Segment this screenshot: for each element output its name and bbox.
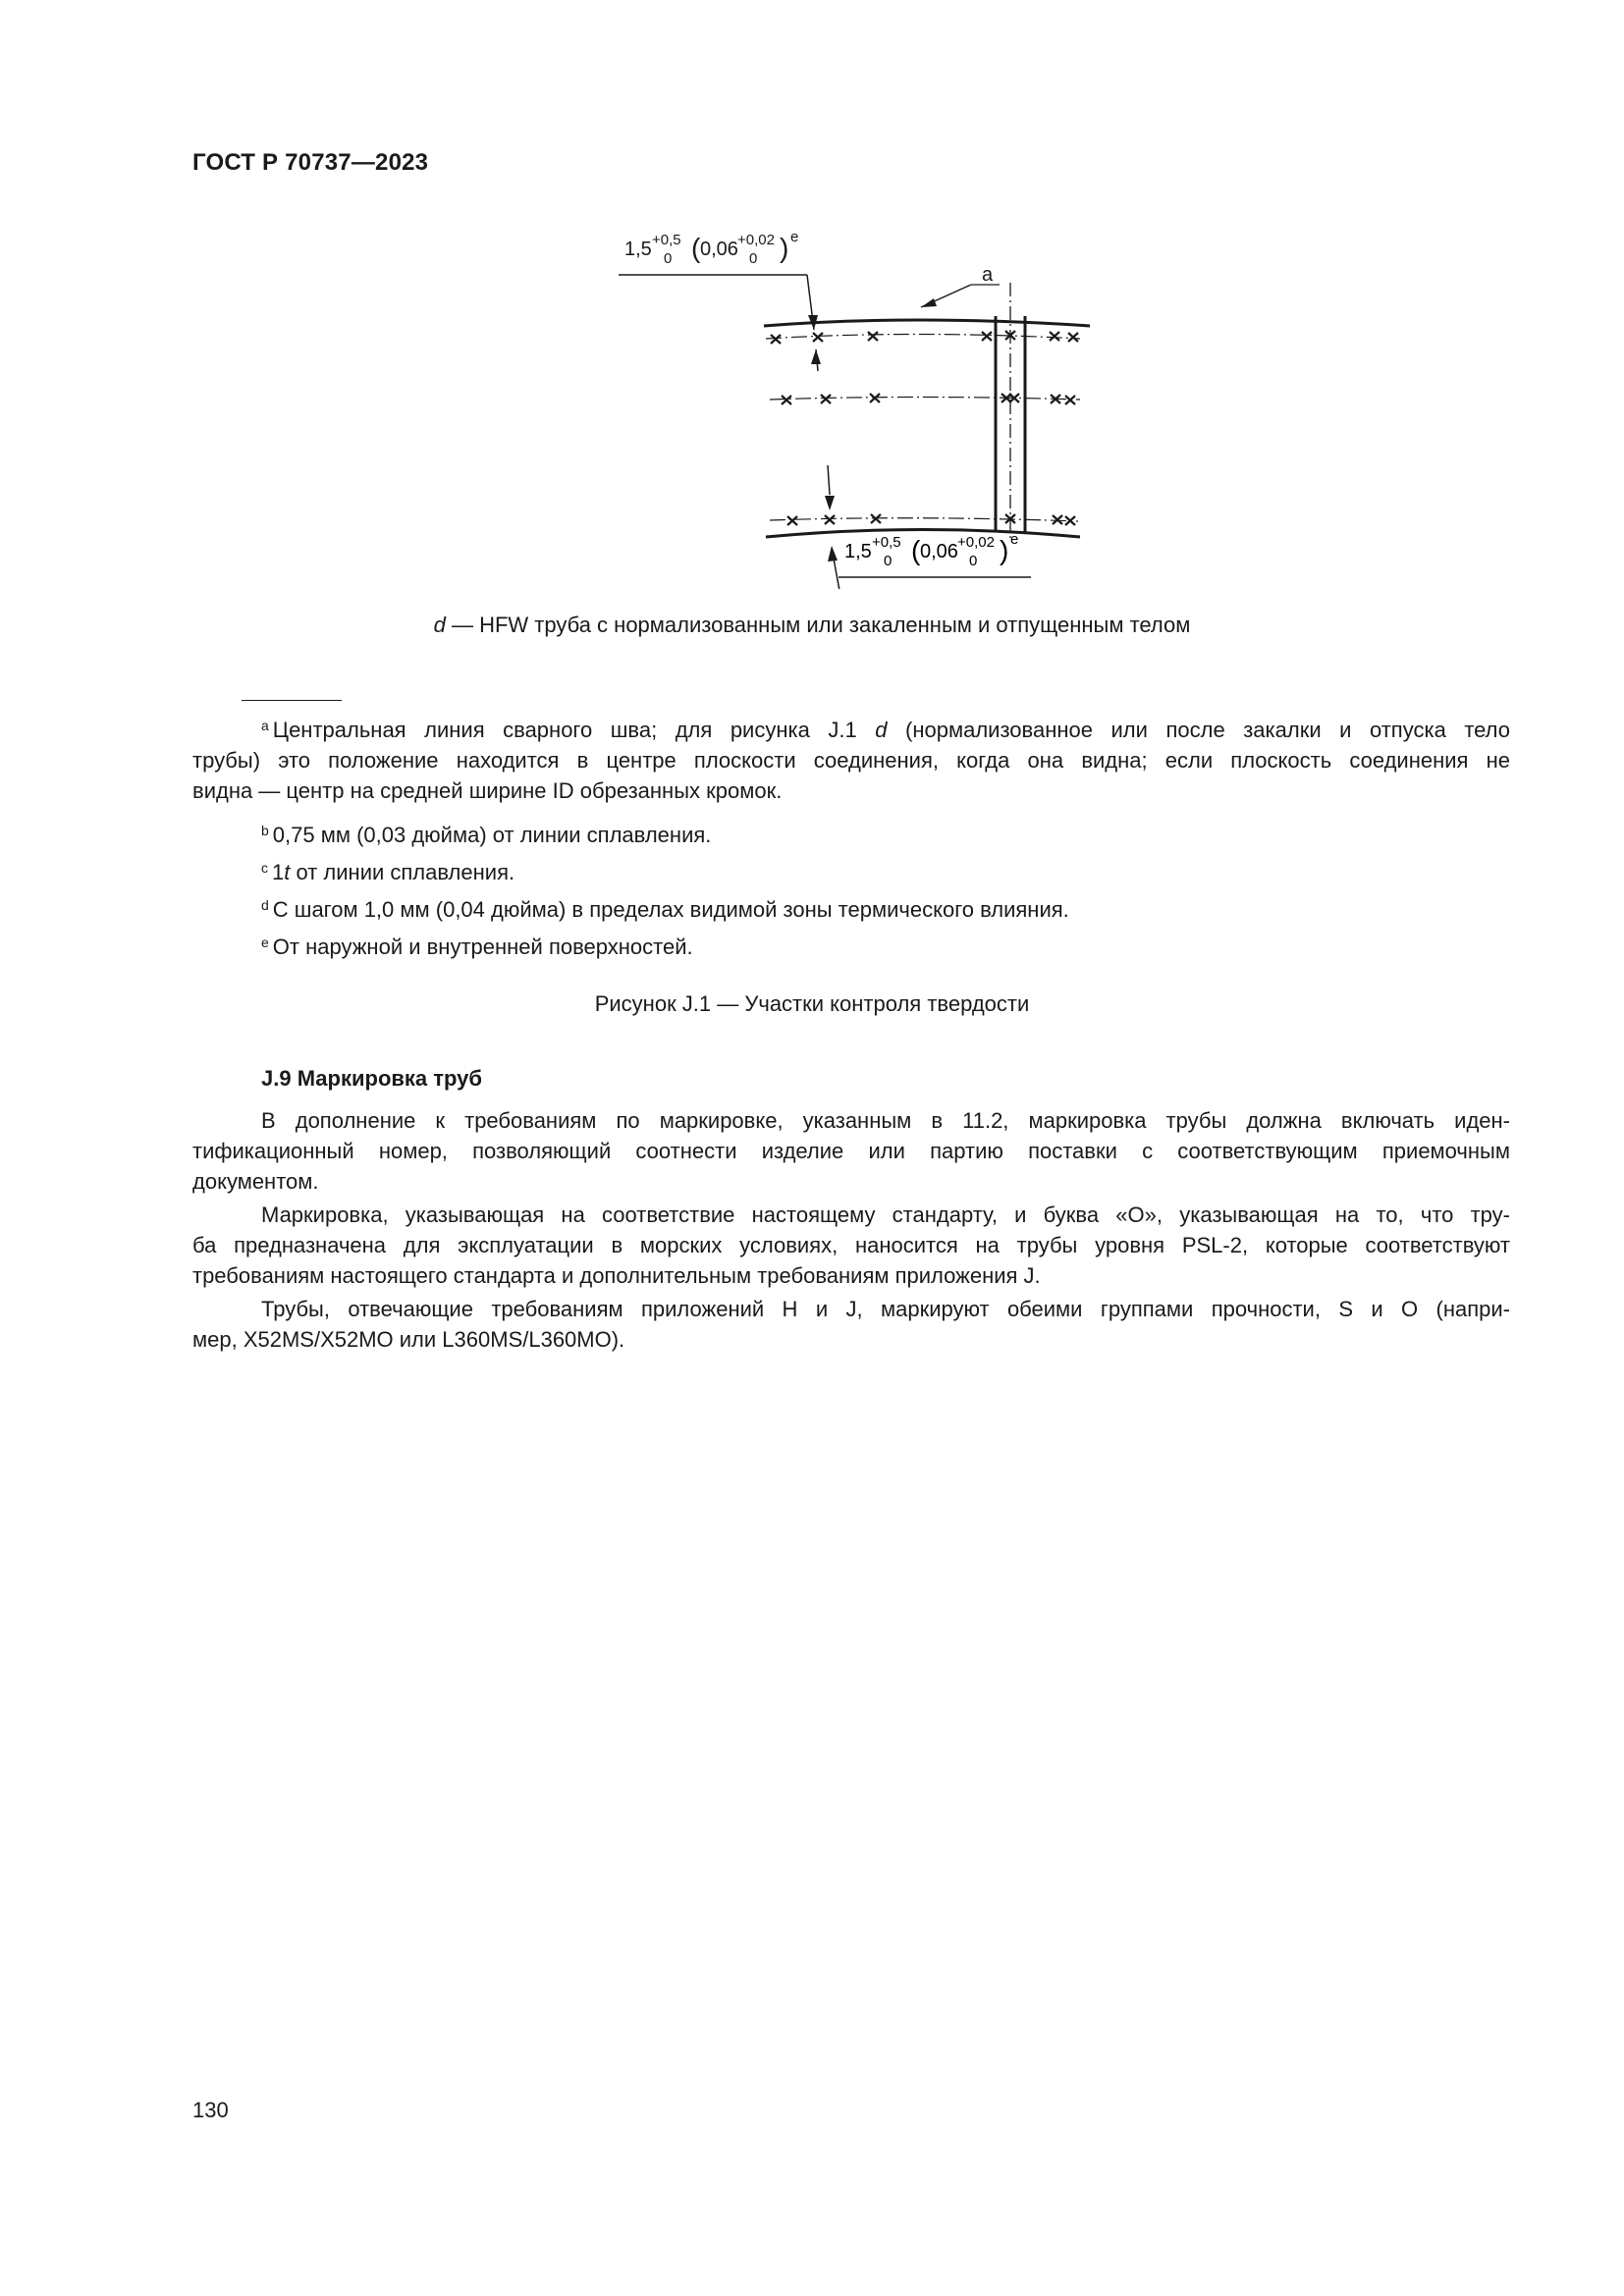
- label-a: a: [982, 264, 994, 286]
- dim-top-paren-open: (: [691, 233, 701, 263]
- dim-bottom-note: e: [1010, 531, 1019, 548]
- indent-mark-icon: [782, 396, 791, 404]
- dim-top-arrow-up-icon: [811, 349, 821, 364]
- dimension-bottom-label: [825, 520, 1080, 589]
- footnote-b-text: 0,75 мм (0,03 дюйма) от линии сплавления.: [272, 823, 712, 847]
- indent-mark-icon: [982, 332, 992, 341]
- dim-bottom-paren-open: (: [911, 535, 921, 565]
- dim-top-base: 1,5: [624, 239, 652, 260]
- dim-top-paren-sub: 0: [749, 250, 758, 267]
- footnote-e: [261, 932, 693, 962]
- footnote-a-line: трубы) это положение находится в центре плоскости соединения, когда она видна; если плоскость соединения не: [192, 748, 1510, 773]
- footnote-a-mark: a: [261, 718, 269, 733]
- dim-top-note: e: [790, 229, 799, 245]
- footnote-b-mark: b: [261, 823, 269, 838]
- dim-bottom-arrow-down-icon: [825, 496, 835, 510]
- indent-mark-icon: [868, 332, 878, 341]
- footnote-a-line: [192, 715, 1510, 745]
- paragraph-line: В дополнение к требованиям по маркировке, указанным в 11.2, маркировка трубы должна включать иден-: [261, 1108, 1510, 1133]
- footnote-c: [261, 857, 514, 887]
- section-paragraph-3: [192, 1294, 1510, 1355]
- dim-top-sup: +0,5: [652, 232, 681, 248]
- footnote-divider: [242, 700, 342, 701]
- dimension-top-label: [624, 229, 798, 267]
- footnote-b: [261, 820, 711, 850]
- dim-top-paren-sup: +0,02: [737, 232, 775, 248]
- section-paragraph-1: [192, 1105, 1510, 1197]
- section-paragraph-2: [192, 1200, 1510, 1291]
- subcaption-text: — HFW труба с нормализованным или закаленным и отпущенным телом: [445, 613, 1191, 637]
- footnote-c-pre: 1: [272, 860, 285, 884]
- footnote-c-italic: t: [284, 860, 291, 884]
- dim-top-paren-base: 0,06: [700, 239, 738, 260]
- label-a-arrow-icon: [921, 298, 937, 307]
- dim-bottom-paren-base: 0,06: [920, 541, 958, 562]
- subcaption-letter: d: [433, 613, 446, 637]
- indent-mark-icon: [1065, 396, 1075, 404]
- figure-bottom-spacer: [589, 589, 1100, 599]
- footnote-d: [261, 894, 1069, 925]
- dim-bottom-paren-sub: 0: [969, 553, 978, 569]
- dim-bottom-base: 1,5: [844, 541, 872, 562]
- document-header: ГОСТ Р 70737—2023: [192, 149, 429, 176]
- figure-subcaption: [0, 613, 1624, 638]
- footnote-a-text-cont: (нормализованное или после закалки и отпуска тело: [887, 718, 1510, 742]
- dim-top-sub: 0: [664, 250, 673, 267]
- indent-mark-icon: [870, 394, 880, 402]
- indent-mark-icon: [821, 395, 831, 403]
- traverse-mid: [770, 398, 1080, 400]
- indent-mark-icon: [1068, 333, 1078, 342]
- footnote-a-italic: d: [875, 718, 888, 742]
- indent-mark-icon: [787, 516, 797, 525]
- footnote-a: [192, 715, 1510, 806]
- dim-bottom-paren-close: ): [1000, 535, 1009, 565]
- paragraph-line: Маркировка, указывающая на соответствие настоящему стандарту, и буква «O», указывающая на то, что тру-: [261, 1202, 1510, 1227]
- footnote-c-mark: c: [261, 860, 268, 876]
- dim-bottom-tail: [828, 465, 830, 495]
- paragraph-line: Трубы, отвечающие требованиям приложений H и J, маркируют обеими группами прочности, S и O (напри-: [261, 1297, 1510, 1321]
- paragraph-line: тификационный номер, позволяющий соотнести изделие или партию поставки с соответствующим приемочным: [192, 1139, 1510, 1163]
- footnote-a-text: Центральная линия сварного шва; для рисунка J.1: [272, 718, 876, 742]
- dim-bottom-sup: +0,5: [872, 534, 901, 551]
- figure-caption: Рисунок J.1 — Участки контроля твердости: [594, 991, 1030, 1016]
- footnote-d-text: С шагом 1,0 мм (0,04 дюйма) в пределах видимой зоны термического влияния.: [272, 897, 1069, 922]
- dim-bottom-paren-sup: +0,02: [957, 534, 995, 551]
- page-number: 130: [192, 2098, 229, 2122]
- footnote-c-text: от линии сплавления.: [290, 860, 515, 884]
- indent-mark-icon: [1050, 332, 1059, 341]
- dim-bottom-sub: 0: [884, 553, 893, 569]
- footnote-d-mark: d: [261, 897, 269, 913]
- paragraph-line: ба предназначена для эксплуатации в морских условиях, наносится на трубы уровня PSL-2, которые соответствуют: [192, 1233, 1510, 1257]
- paragraph-line: мер, X52MS/X52MO или L360MS/L360MO).: [192, 1327, 625, 1352]
- footnote-e-text: От наружной и внутренней поверхностей.: [272, 934, 693, 959]
- dim-top-paren-close: ): [780, 233, 789, 263]
- traverse-outer: [766, 335, 1080, 340]
- section-title: J.9 Маркировка труб: [261, 1066, 483, 1091]
- indent-mark-icon: [813, 333, 823, 342]
- paragraph-line: документом.: [192, 1169, 319, 1194]
- footnote-a-line: видна — центр на средней ширине ID обрезанных кромок.: [192, 778, 783, 803]
- indent-mark-icon: [771, 335, 781, 344]
- paragraph-line: требованиям настоящего стандарта и дополнительным требованиям приложения J.: [192, 1263, 1041, 1288]
- footnote-e-mark: e: [261, 934, 269, 950]
